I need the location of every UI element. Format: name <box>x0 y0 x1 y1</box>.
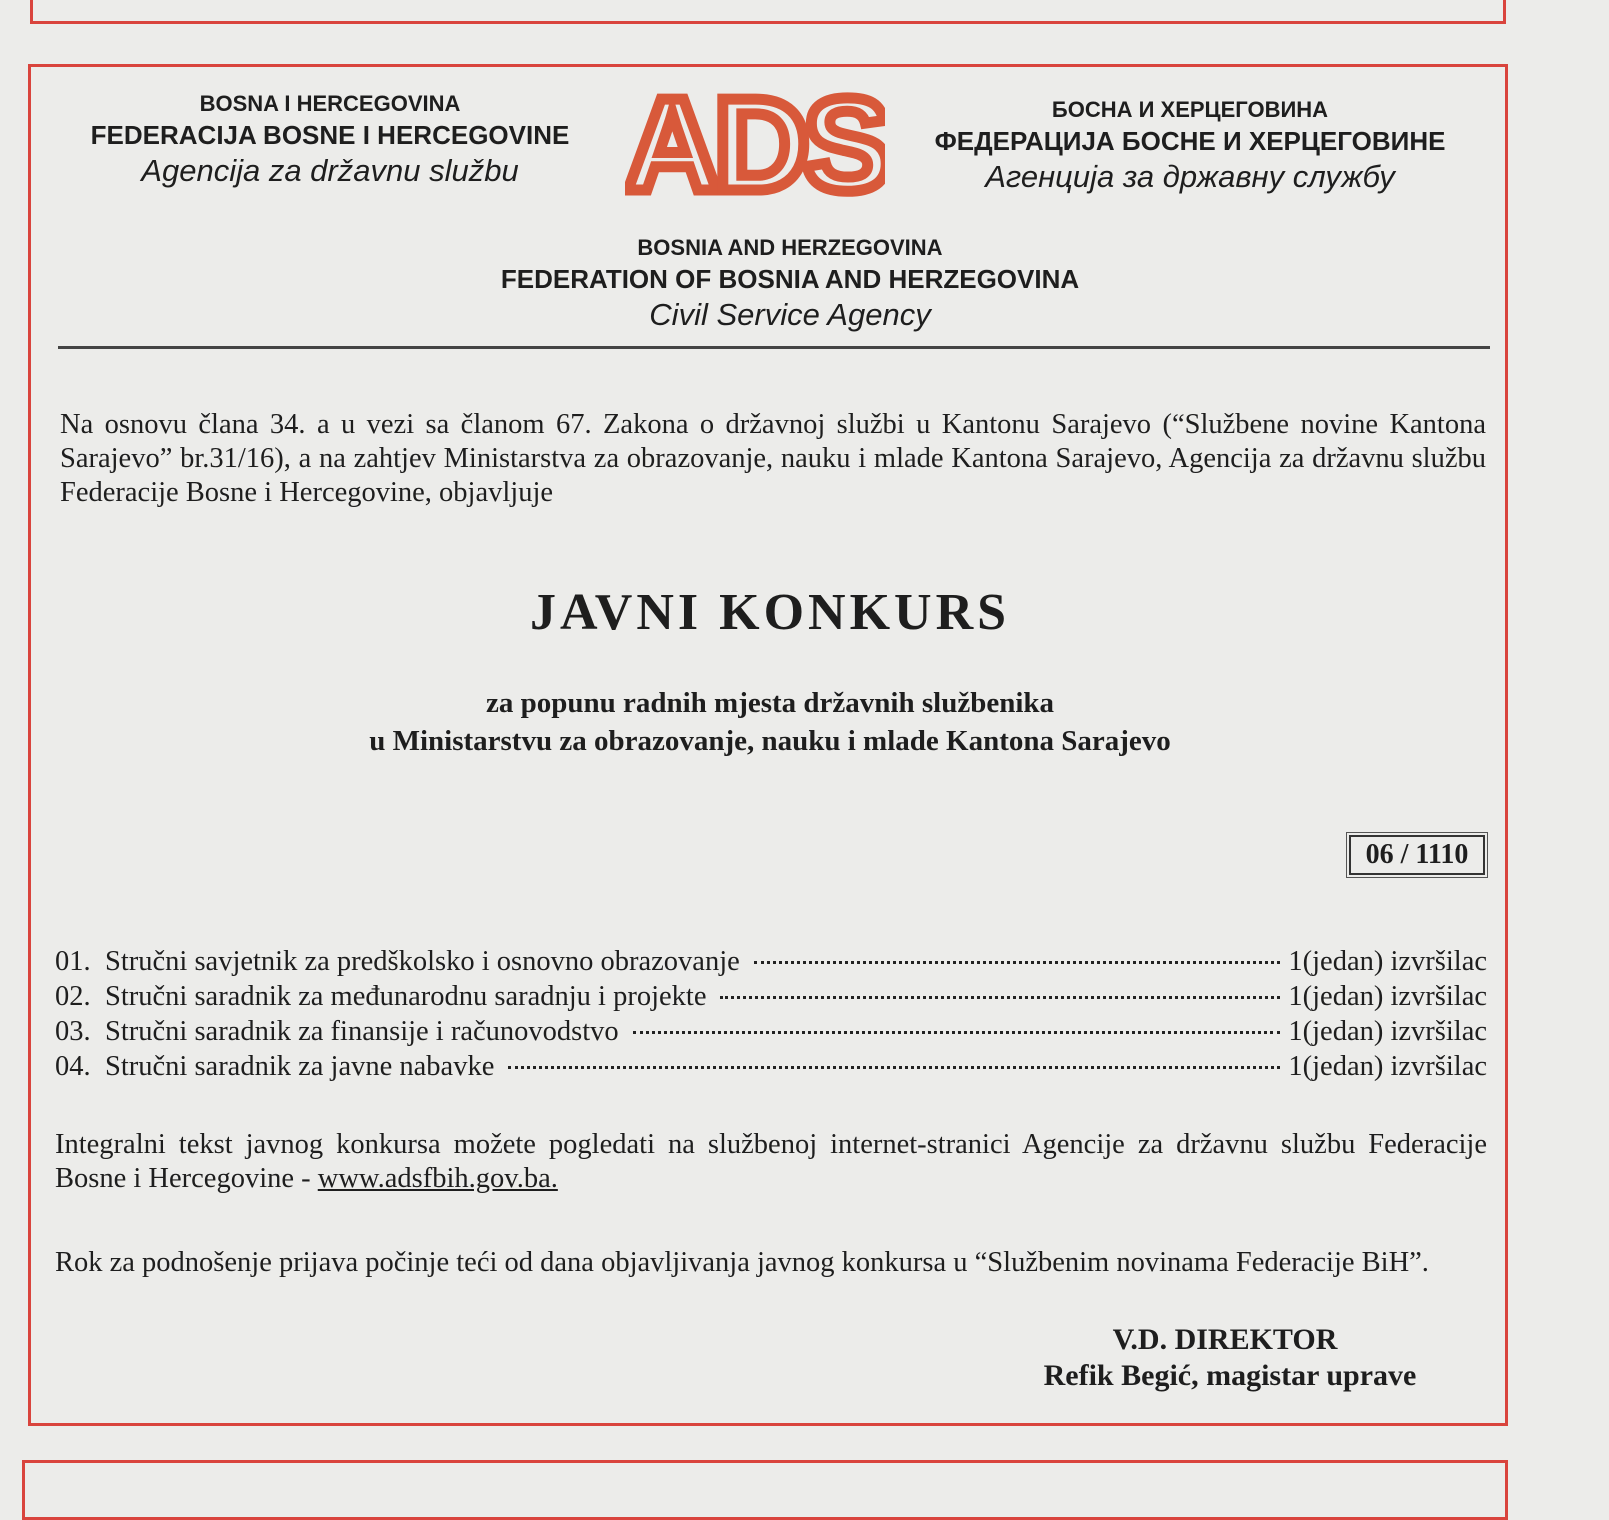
subtitle-line-1: za popunu radnih mjesta državnih službenika <box>485 687 1055 719</box>
position-title: Stručni saradnik za javne nabavke <box>105 1051 495 1082</box>
position-number: 04. <box>55 1051 91 1082</box>
header-cyrillic-agency: Агенција за државну службу <box>985 159 1395 194</box>
list-item <box>55 1049 1487 1084</box>
header-english-agency: Civil Service Agency <box>649 297 931 332</box>
announcement-subtitle <box>0 684 1540 760</box>
position-count: 1(jedan) izvršilac <box>1288 1016 1487 1047</box>
intro-paragraph: Na osnovu člana 34. a u vezi sa članom 67. Zakona o državnoj službi u Kantonu Sarajevo (“Službene novine Kantona Sarajevo” br.31/16), a na zahtjev Ministarstva za obrazovanje, nauku i mlade Kantona Sarajevo, Agencija za državnu službu Federacije Bosne i Hercegovine, objavljuje <box>60 409 1486 508</box>
list-item <box>55 944 1487 979</box>
header-cyrillic <box>900 96 1480 196</box>
dot-leader <box>720 996 1280 999</box>
header-english-federation: FEDERATION OF BOSNIA AND HERZEGOVINA <box>500 264 1080 294</box>
header-divider <box>58 346 1490 349</box>
header-latin <box>60 90 600 190</box>
position-number: 02. <box>55 981 91 1012</box>
header-cyrillic-country: БОСНА И ХЕРЦЕГОВИНА <box>1051 97 1329 122</box>
position-number: 01. <box>55 946 91 977</box>
announcement-title: JAVNI KONKURS <box>529 584 1011 641</box>
signature-role: V.D. DIREKTOR <box>1112 1323 1338 1356</box>
integral-text: Integralni tekst javnog konkursa možete pogledati na službenoj internet-stranici Agencije za državnu službu Federacije Bosne i Hercegovine - <box>55 1129 1487 1194</box>
agency-website-link[interactable]: www.adsfbih.gov.ba. <box>317 1163 558 1194</box>
positions-list <box>55 944 1487 1084</box>
position-count: 1(jedan) izvršilac <box>1288 946 1487 977</box>
header-cyrillic-federation: ФЕДЕРАЦИЈА БОСНЕ И ХЕРЦЕГОВИНЕ <box>934 126 1446 156</box>
header-english-country: BOSNIA AND HERZEGOVINA <box>637 235 943 260</box>
ads-logo <box>625 78 885 208</box>
signature-name: Refik Begić, magistar uprave <box>1043 1359 1417 1392</box>
reference-number: 06 / 1110 <box>1349 835 1485 875</box>
dot-leader <box>633 1031 1281 1034</box>
next-ad-frame <box>22 1460 1508 1520</box>
position-title: Stručni saradnik za međunarodnu saradnju i projekte <box>105 981 707 1012</box>
position-count: 1(jedan) izvršilac <box>1288 981 1487 1012</box>
dot-leader <box>754 961 1281 964</box>
position-title: Stručni savjetnik za predškolsko i osnovno obrazovanje <box>105 946 740 977</box>
list-item <box>55 979 1487 1014</box>
subtitle-line-2: u Ministarstvu za obrazovanje, nauku i mlade Kantona Sarajevo <box>369 725 1171 757</box>
previous-ad-frame <box>30 0 1506 24</box>
deadline-paragraph: Rok za podnošenje prijava počinje teći od dana objavljivanja javnog konkursa u “Službenim novinama Federacije BiH”. <box>55 1247 1429 1278</box>
header-latin-country: BOSNA I HERCEGOVINA <box>199 91 461 116</box>
position-number: 03. <box>55 1016 91 1047</box>
dot-leader <box>508 1066 1280 1069</box>
position-count: 1(jedan) izvršilac <box>1288 1051 1487 1082</box>
ads-logo-text: ADS <box>625 78 885 208</box>
list-item <box>55 1014 1487 1049</box>
integral-text-paragraph <box>55 1128 1487 1196</box>
position-title: Stručni saradnik za finansije i računovodstvo <box>105 1016 619 1047</box>
header-english <box>420 234 1160 334</box>
header-latin-federation: FEDERACIJA BOSNE I HERCEGOVINE <box>90 120 570 150</box>
header-latin-agency: Agencija za državnu službu <box>141 153 519 188</box>
